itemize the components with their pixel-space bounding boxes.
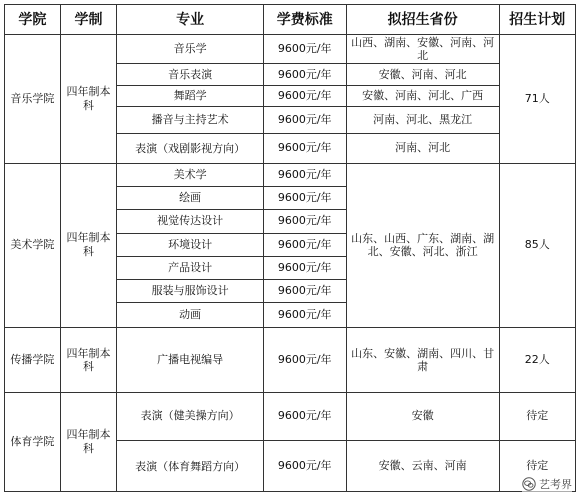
fee-cell: 9600元/年 — [263, 106, 346, 133]
table-row — [5, 392, 576, 441]
fee-cell: 9600元/年 — [263, 280, 346, 303]
fee-cell: 9600元/年 — [263, 210, 346, 233]
table-row — [5, 163, 576, 186]
plan-cell: 22人 — [499, 327, 575, 392]
system-cell: 四年制本科 — [60, 35, 117, 164]
fee-cell: 9600元/年 — [263, 327, 346, 392]
fee-cell: 9600元/年 — [263, 163, 346, 186]
fee-cell: 9600元/年 — [263, 85, 346, 106]
college-cell: 传播学院 — [5, 327, 61, 392]
plan-cell: 待定 — [499, 392, 575, 441]
major-cell: 环境设计 — [117, 233, 263, 256]
provinces-cell: 山东、山西、广东、湖南、湖北、安徽、河北、浙江 — [346, 163, 499, 327]
header-row — [5, 5, 576, 35]
table-row — [5, 35, 576, 64]
provinces-cell: 山东、安徽、湖南、四川、甘肃 — [346, 327, 499, 392]
plan-cell: 待定 — [499, 441, 575, 492]
major-cell: 视觉传达设计 — [117, 210, 263, 233]
watermark — [522, 476, 572, 492]
header-system: 学制 — [60, 5, 117, 35]
major-cell: 服装与服饰设计 — [117, 280, 263, 303]
major-cell: 绘画 — [117, 186, 263, 209]
major-cell: 表演（健美操方向） — [117, 392, 263, 441]
header-major: 专业 — [117, 5, 263, 35]
fee-cell: 9600元/年 — [263, 35, 346, 64]
header-provinces: 拟招生省份 — [346, 5, 499, 35]
system-cell: 四年制本科 — [60, 163, 117, 327]
major-cell: 广播电视编导 — [117, 327, 263, 392]
header-college: 学院 — [5, 5, 61, 35]
header-fee: 学费标准 — [263, 5, 346, 35]
college-cell: 体育学院 — [5, 392, 61, 491]
major-cell: 舞蹈学 — [117, 85, 263, 106]
fee-cell: 9600元/年 — [263, 256, 346, 279]
fee-cell: 9600元/年 — [263, 303, 346, 327]
college-cell: 音乐学院 — [5, 35, 61, 164]
provinces-cell: 安徽、云南、河南 — [346, 441, 499, 492]
header-plan: 招生计划 — [499, 5, 575, 35]
wechat-icon — [522, 477, 536, 491]
provinces-cell: 安徽、河南、河北、广西 — [346, 85, 499, 106]
plan-cell: 85人 — [499, 163, 575, 327]
major-cell: 美术学 — [117, 163, 263, 186]
provinces-cell: 河南、河北 — [346, 134, 499, 163]
fee-cell: 9600元/年 — [263, 392, 346, 441]
major-cell: 播音与主持艺术 — [117, 106, 263, 133]
fee-cell: 9600元/年 — [263, 441, 346, 492]
fee-cell: 9600元/年 — [263, 233, 346, 256]
major-cell: 表演（戏剧影视方向） — [117, 134, 263, 163]
major-cell: 音乐表演 — [117, 64, 263, 85]
major-cell: 音乐学 — [117, 35, 263, 64]
fee-cell: 9600元/年 — [263, 64, 346, 85]
table-row — [5, 327, 576, 392]
major-cell: 动画 — [117, 303, 263, 327]
watermark-text: 艺考界 — [539, 478, 572, 491]
fee-cell: 9600元/年 — [263, 186, 346, 209]
admissions-table — [4, 4, 576, 492]
system-cell: 四年制本科 — [60, 327, 117, 392]
system-cell: 四年制本科 — [60, 392, 117, 491]
major-cell: 产品设计 — [117, 256, 263, 279]
fee-cell: 9600元/年 — [263, 134, 346, 163]
major-cell: 表演（体育舞蹈方向） — [117, 441, 263, 492]
provinces-cell: 安徽 — [346, 392, 499, 441]
provinces-cell: 山西、湖南、安徽、河南、河北 — [346, 35, 499, 64]
college-cell: 美术学院 — [5, 163, 61, 327]
plan-cell: 71人 — [499, 35, 575, 164]
provinces-cell: 河南、河北、黑龙江 — [346, 106, 499, 133]
provinces-cell: 安徽、河南、河北 — [346, 64, 499, 85]
